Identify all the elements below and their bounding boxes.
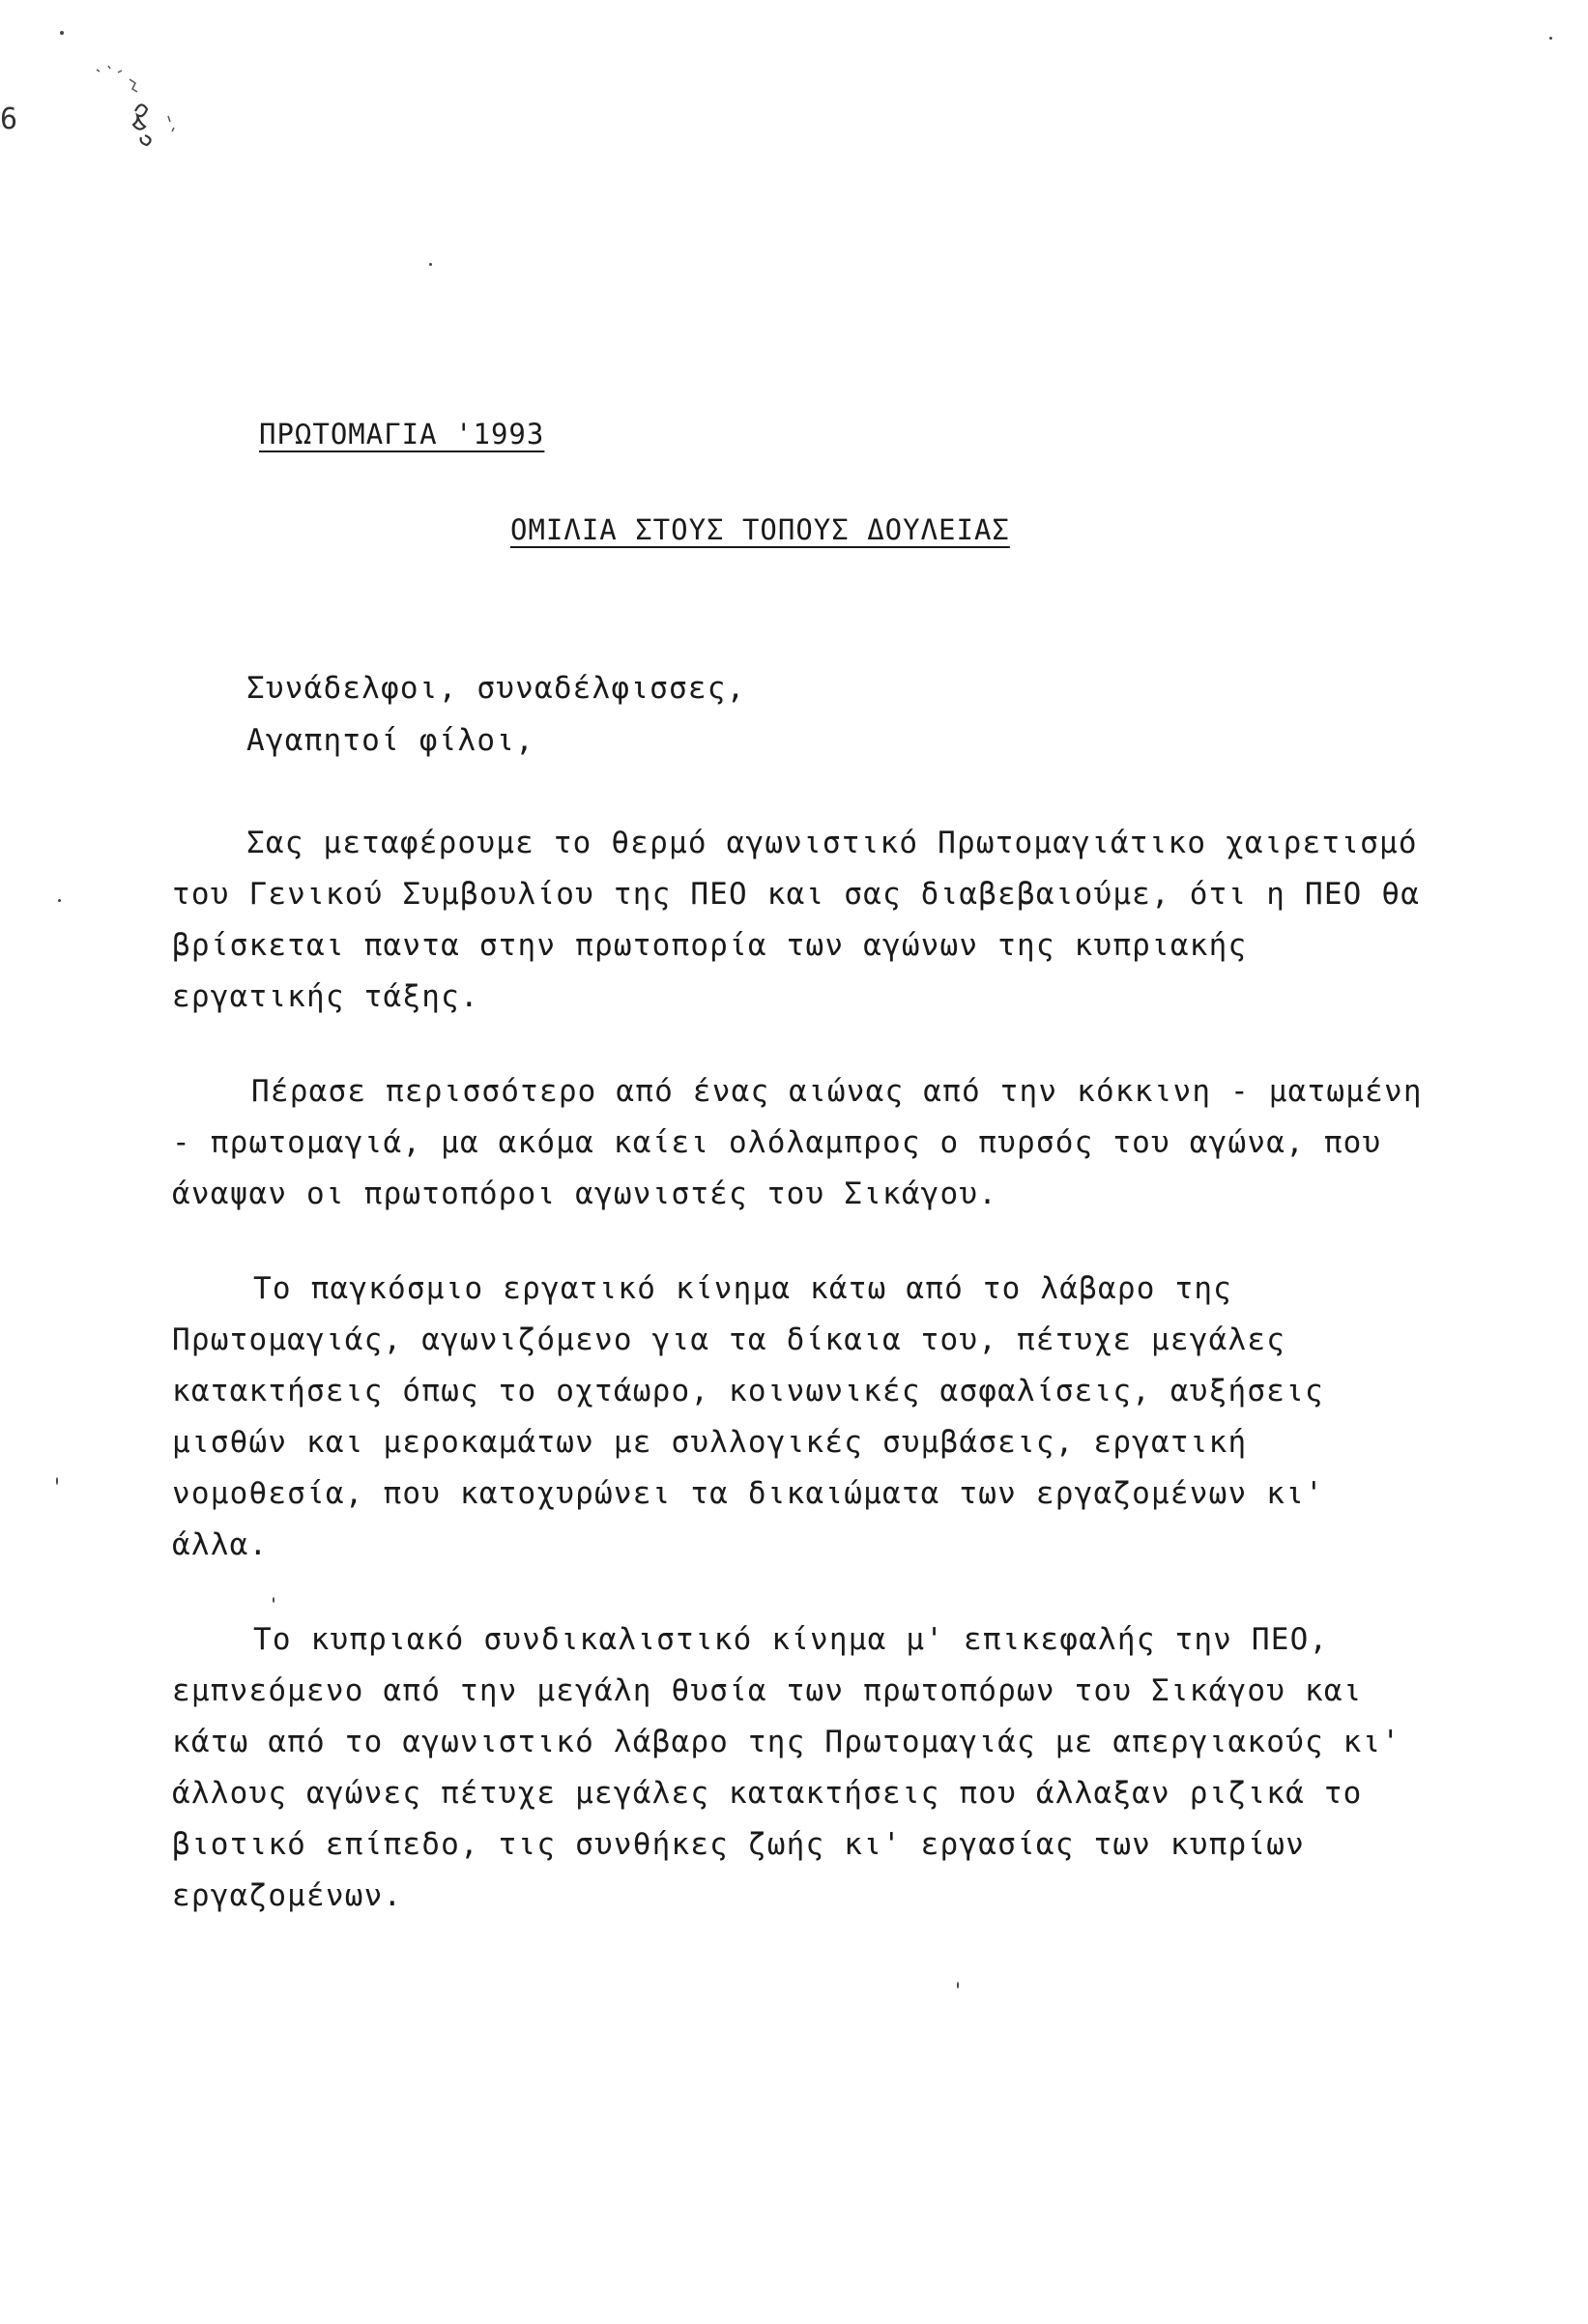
page-corner-digit: 6	[0, 102, 18, 136]
paragraph-1-line: Σας μεταφέρουμε το θερμό αγωνιστικό Πρωτομαγιάτικο χαιρετισμό	[246, 826, 1418, 860]
paragraph-1-line: εργατικής τάξης.	[172, 979, 479, 1014]
scan-speck	[56, 1477, 58, 1485]
scan-speck	[429, 263, 432, 266]
paragraph-4-line: κάτω από το αγωνιστικό λάβαρο της Πρωτομαγιάς με απεργιακούς κι'	[172, 1725, 1401, 1759]
paragraph-4-line: εμπνεόμενο από την μεγάλη θυσία των πρωτοπόρων του Σικάγου και	[172, 1673, 1363, 1708]
paragraph-1-line: βρίσκεται παντα στην πρωτοπορία των αγώνων της κυπριακής	[172, 928, 1248, 963]
paragraph-2-line: Πέρασε περισσότερο από ένας αιώνας από την κόκκινη - ματωμένη	[251, 1074, 1423, 1109]
scan-speck	[1549, 37, 1552, 40]
handwritten-mark	[89, 58, 195, 164]
paragraph-2-line: - πρωτομαγιά, μα ακόμα καίει ολόλαμπρος ο πυρσός του αγώνα, που	[172, 1125, 1382, 1160]
scan-speck	[957, 1982, 959, 1989]
paragraph-3-line: κατακτήσεις όπως το οχτάωρο, κοινωνικές ασφαλίσεις, αυξήσεις	[172, 1374, 1324, 1409]
paragraph-3-line: Το παγκόσμιο εργατικό κίνημα κάτω από το λάβαρο της	[253, 1271, 1233, 1306]
paragraph-4-line: βιοτικό επίπεδο, τις συνθήκες ζωής κι' εργασίας των κυπρίων	[172, 1827, 1305, 1862]
paragraph-3-line: μισθών και μεροκαμάτων με συλλογικές συμβάσεις, εργατική	[172, 1425, 1248, 1460]
document-title: ΠΡΩΤΟΜΑΓΙΑ '1993	[259, 418, 545, 450]
paragraph-4-line: Το κυπριακό συνδικαλιστικό κίνημα μ' επικεφαλής την ΠΕΟ,	[253, 1622, 1329, 1657]
greeting-line: Συνάδελφοι, συναδέλφισσες,	[246, 671, 746, 706]
paragraph-3-line: νομοθεσία, που κατοχυρώνει τα δικαιώματα των εργαζομένων κι'	[172, 1476, 1324, 1511]
paragraph-3-line: Πρωτομαγιάς, αγωνιζόμενο για τα δίκαια του, πέτυχε μεγάλες	[172, 1322, 1286, 1357]
paragraph-4-line: εργαζομένων.	[172, 1878, 403, 1913]
paragraph-3-line: άλλα.	[172, 1527, 269, 1562]
scan-speck	[58, 899, 61, 902]
paragraph-4-line: άλλους αγώνες πέτυχε μεγάλες κατακτήσεις που άλλαξαν ριζικά το	[172, 1776, 1363, 1811]
paragraph-2-line: άναψαν οι πρωτοπόροι αγωνιστές του Σικάγου.	[172, 1177, 998, 1211]
document-subtitle: ΟΜΙΛΙΑ ΣΤΟΥΣ ΤΟΠΟΥΣ ΔΟΥΛΕΙΑΣ	[510, 513, 1010, 546]
scan-speck	[273, 1597, 274, 1603]
paragraph-1-line: του Γενικού Συμβουλίου της ΠΕΟ και σας διαβεβαιούμε, ότι η ΠΕΟ θα	[172, 877, 1421, 912]
scan-speck	[60, 31, 64, 35]
greeting-line: Αγαπητοί φίλοι,	[246, 723, 534, 758]
